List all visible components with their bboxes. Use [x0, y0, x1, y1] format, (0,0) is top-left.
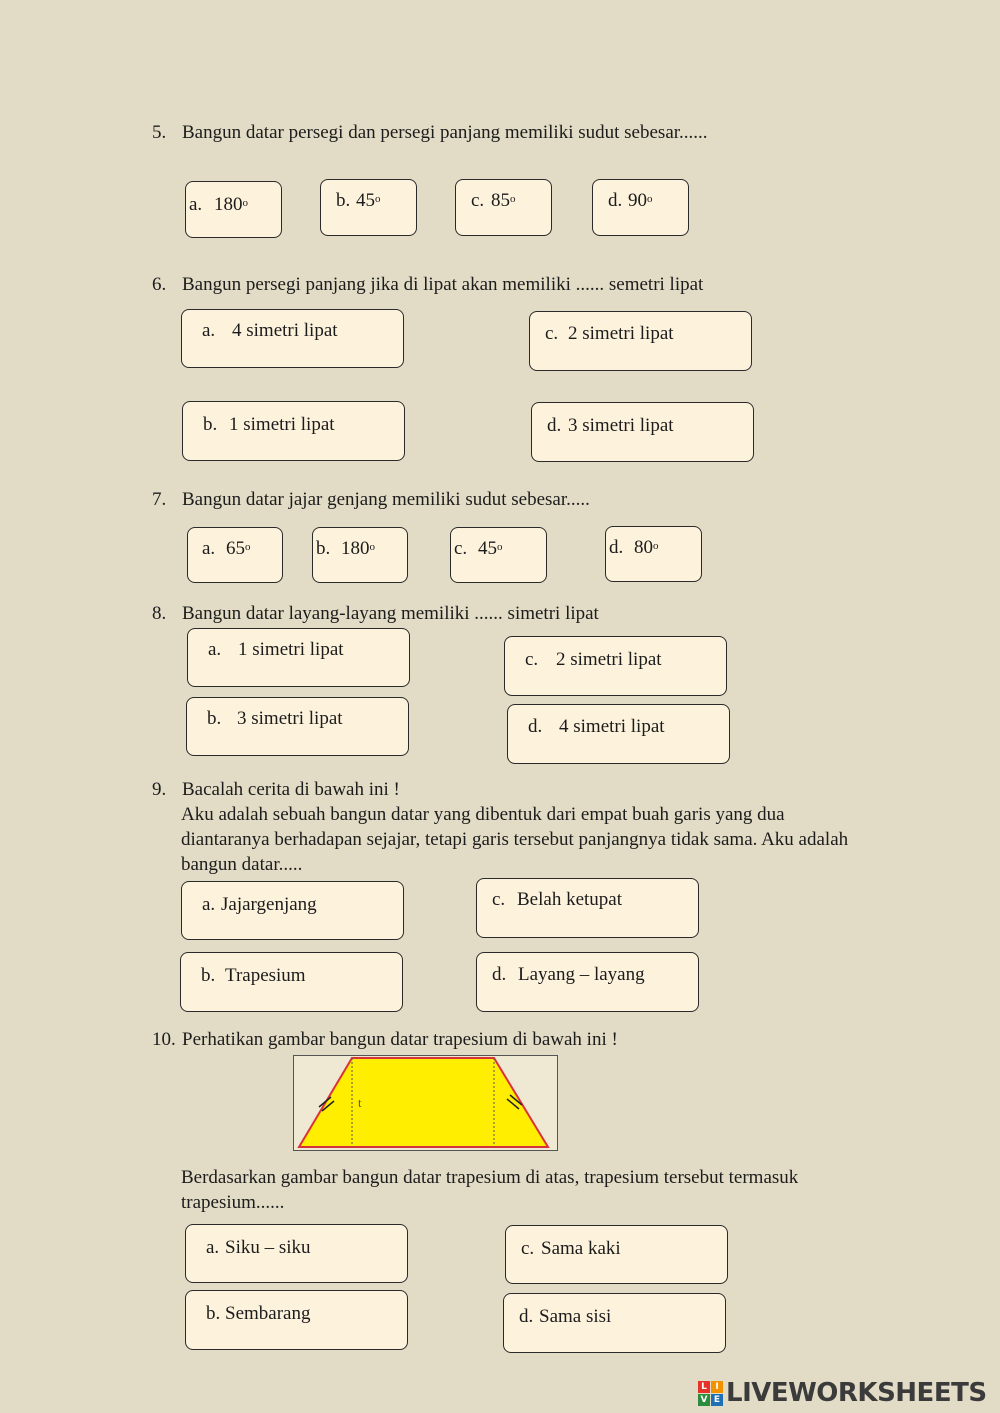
option-10d[interactable] [503, 1293, 726, 1353]
option-text: 4 simetri lipat [232, 320, 338, 341]
trapezoid-figure [293, 1055, 558, 1151]
question-text: Bangun datar persegi dan persegi panjang memiliki sudut sebesar...... [182, 122, 708, 143]
option-text: Belah ketupat [517, 889, 622, 910]
option-5c[interactable] [455, 179, 552, 236]
option-letter: d. [547, 415, 562, 436]
option-6d[interactable] [531, 402, 754, 462]
option-letter: d. [492, 964, 507, 985]
option-letter: c. [521, 1238, 535, 1259]
option-letter: c. [471, 190, 485, 211]
question-number: 5. [152, 122, 167, 143]
option-text: 1 simetri lipat [238, 639, 344, 660]
question-number: 7. [152, 489, 167, 510]
option-text: 90$^o$ [628, 190, 653, 211]
question-number: 6. [152, 274, 167, 295]
option-9a[interactable] [181, 881, 404, 940]
option-letter: b. [201, 965, 216, 986]
option-text: 80$^o$ [634, 537, 659, 558]
option-letter: c. [454, 538, 468, 559]
option-letter: d. [528, 716, 543, 737]
question-text: Bangun datar layang-layang memiliki ...... simetri lipat [182, 603, 599, 624]
option-letter: d. [609, 537, 624, 558]
option-10b[interactable] [185, 1290, 408, 1350]
option-letter: a. [208, 639, 222, 660]
option-10a[interactable] [185, 1224, 408, 1283]
option-text: 180$^o$ [341, 538, 375, 559]
option-letter: c. [545, 323, 559, 344]
option-8b[interactable] [186, 697, 409, 756]
option-text: Trapesium [225, 965, 306, 986]
option-5d[interactable] [592, 179, 689, 236]
logo-letter-v: V [698, 1394, 710, 1406]
option-letter: d. [519, 1306, 534, 1327]
option-text: 1 simetri lipat [229, 414, 335, 435]
option-letter: a. [206, 1237, 220, 1258]
option-6a[interactable] [181, 309, 404, 368]
option-6c[interactable] [529, 311, 752, 371]
option-5b[interactable] [320, 179, 417, 236]
option-text: 85$^o$ [491, 190, 516, 211]
option-letter: d. [608, 190, 623, 211]
followup-text: Berdasarkan gambar bangun datar trapesium di atas, trapesium tersebut termasuk trapesium...... [181, 1167, 799, 1213]
option-letter: b. [336, 190, 351, 211]
height-label: t [358, 1095, 362, 1110]
option-5a[interactable] [185, 181, 282, 238]
logo-letter-e: E [711, 1394, 723, 1406]
option-text: Sama kaki [541, 1238, 621, 1259]
question-text: Bangun datar jajar genjang memiliki sudut sebesar..... [182, 489, 590, 510]
option-letter: c. [525, 649, 539, 670]
brand-name: LIVEWORKSHEETS [726, 1378, 987, 1408]
option-8c[interactable] [504, 636, 727, 696]
question-10-followup [181, 1165, 861, 1215]
option-letter: a. [189, 194, 203, 215]
question-text: Perhatikan gambar bangun datar trapesium di bawah ini ! [182, 1029, 618, 1050]
option-text: 2 simetri lipat [568, 323, 674, 344]
option-text: 3 simetri lipat [568, 415, 674, 436]
option-text: Sama sisi [539, 1306, 612, 1327]
option-text: 2 simetri lipat [556, 649, 662, 670]
option-text: 3 simetri lipat [237, 708, 343, 729]
option-7c[interactable] [450, 527, 547, 583]
option-7b[interactable] [312, 527, 408, 583]
question-text: Bacalah cerita di bawah ini ! [182, 779, 400, 800]
option-text: 65$^o$ [226, 538, 251, 559]
story-text: Aku adalah sebuah bangun datar yang dibentuk dari empat buah garis yang dua diantaranya berhadapan sejajar, tetapi garis tersebut panjangnya tidak sama. Aku adalah bangun datar..... [181, 804, 849, 875]
option-letter: b. [203, 414, 218, 435]
option-letter: b. [316, 538, 331, 559]
option-text: Jajargenjang [221, 894, 317, 915]
option-8a[interactable] [187, 628, 410, 687]
option-6b[interactable] [182, 401, 405, 461]
liveworksheets-brand [698, 1378, 987, 1408]
option-7a[interactable] [187, 527, 283, 583]
question-9-story [181, 802, 851, 877]
option-9c[interactable] [476, 878, 699, 938]
trapezoid-diagram [294, 1056, 557, 1150]
option-letter: a. [202, 894, 216, 915]
logo-letter-i: I [711, 1381, 723, 1393]
option-text: Layang – layang [518, 964, 645, 985]
option-text: 180$^o$ [214, 194, 248, 215]
option-letter: b. [207, 708, 222, 729]
option-8d[interactable] [507, 704, 730, 764]
liveworksheets-logo-icon [698, 1381, 723, 1406]
option-text: Siku – siku [225, 1237, 311, 1258]
option-letter: a. [202, 538, 216, 559]
logo-letter-l: L [698, 1381, 710, 1393]
question-text: Bangun persegi panjang jika di lipat akan memiliki ...... semetri lipat [182, 274, 704, 295]
option-9d[interactable] [476, 952, 699, 1012]
option-7d[interactable] [605, 526, 702, 582]
question-number: 8. [152, 603, 167, 624]
option-text: 4 simetri lipat [559, 716, 665, 737]
option-9b[interactable] [180, 952, 403, 1012]
option-letter: c. [492, 889, 506, 910]
question-number: 10. [152, 1029, 176, 1050]
option-text: 45$^o$ [478, 538, 503, 559]
option-text: Sembarang [225, 1303, 311, 1324]
option-10c[interactable] [505, 1225, 728, 1284]
question-number: 9. [152, 779, 167, 800]
option-letter: b. [206, 1303, 221, 1324]
option-letter: a. [202, 320, 216, 341]
option-text: 45$^o$ [356, 190, 381, 211]
